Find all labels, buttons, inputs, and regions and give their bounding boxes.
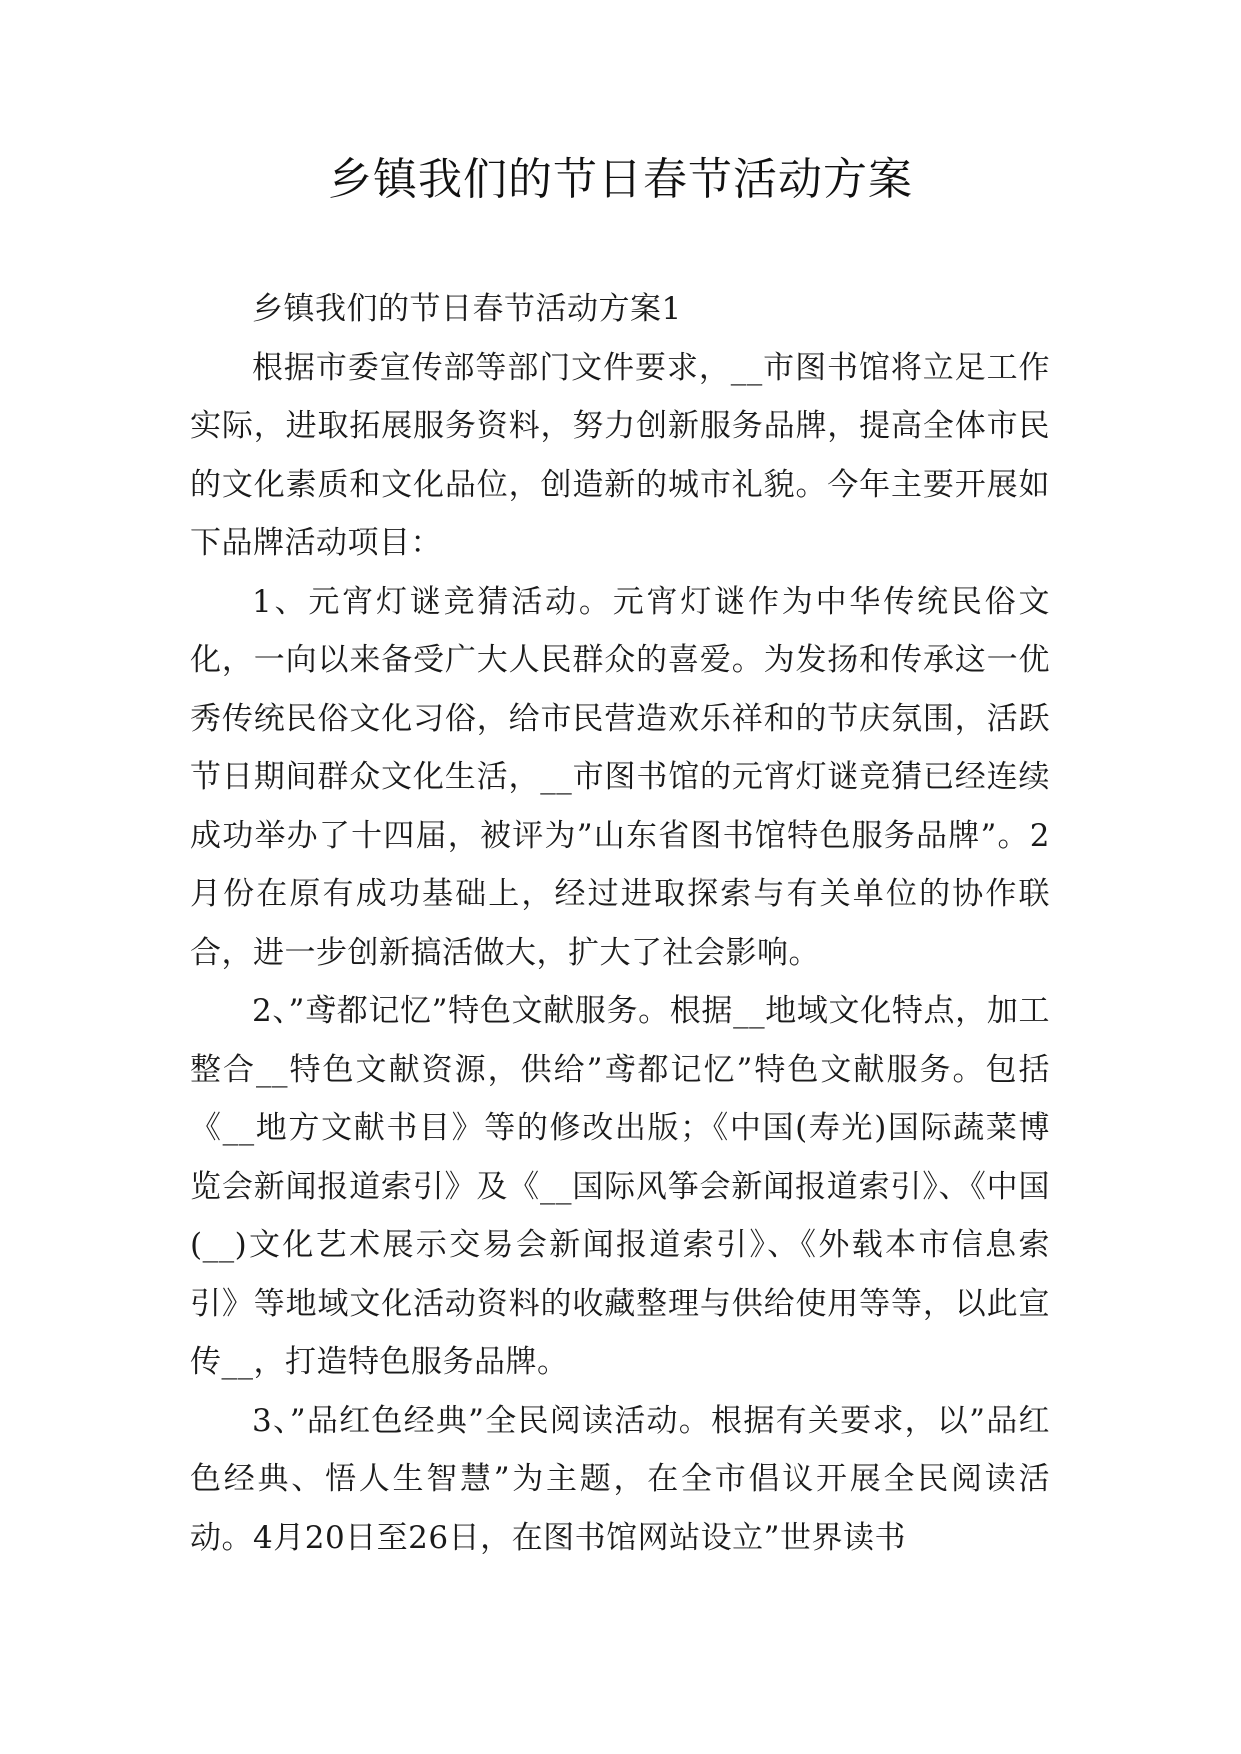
paragraph-heading: 乡镇我们的节日春节活动方案1 [252,291,682,327]
document-body [190,280,1050,1567]
paragraph-item-3: 3、”品红色经典”全民阅读活动。根据有关要求，以”品红色经典、悟人生智慧”为主题，在全市倡议开展全民阅读活动。4月20日至26日，在图书馆网站设立”世界读书 [190,1402,1050,1556]
paragraph-item-1: 1、元宵灯谜竞猜活动。元宵灯谜作为中华传统民俗文化，一向以来备受广大人民群众的喜爱。为发扬和传承这一优秀传统民俗文化习俗，给市民营造欢乐祥和的节庆氛围，活跃节日期间群众文化生活，__市图书馆的元宵灯谜竞猜已经连续成功举办了十四届，被评为”山东省图书馆特色服务品牌”。2月份在原有成功基础上，经过进取探索与有关单位的协作联合，进一步创新搞活做大，扩大了社会影响。 [190,583,1050,971]
paragraph-item-2: 2、”鸢都记忆”特色文献服务。根据__地域文化特点，加工整合__特色文献资源，供给”鸢都记忆”特色文献服务。包括《__地方文献书目》等的修改出版；《中国(寿光)国际蔬菜博览会新闻报道索引》及《__国际风筝会新闻报道索引》、《中国(__)文化艺术展示交易会新闻报道索引》、《外载本市信息索引》等地域文化活动资料的收藏整理与供给使用等等，以此宣传__，打造特色服务品牌。 [190,993,1050,1380]
paragraph-intro: 根据市委宣传部等部门文件要求，__市图书馆将立足工作实际，进取拓展服务资料，努力创新服务品牌，提高全体市民的文化素质和文化品位，创造新的城市礼貌。今年主要开展如下品牌活动项目： [190,349,1050,561]
document-title: 乡镇我们的节日春节活动方案 [328,154,913,205]
